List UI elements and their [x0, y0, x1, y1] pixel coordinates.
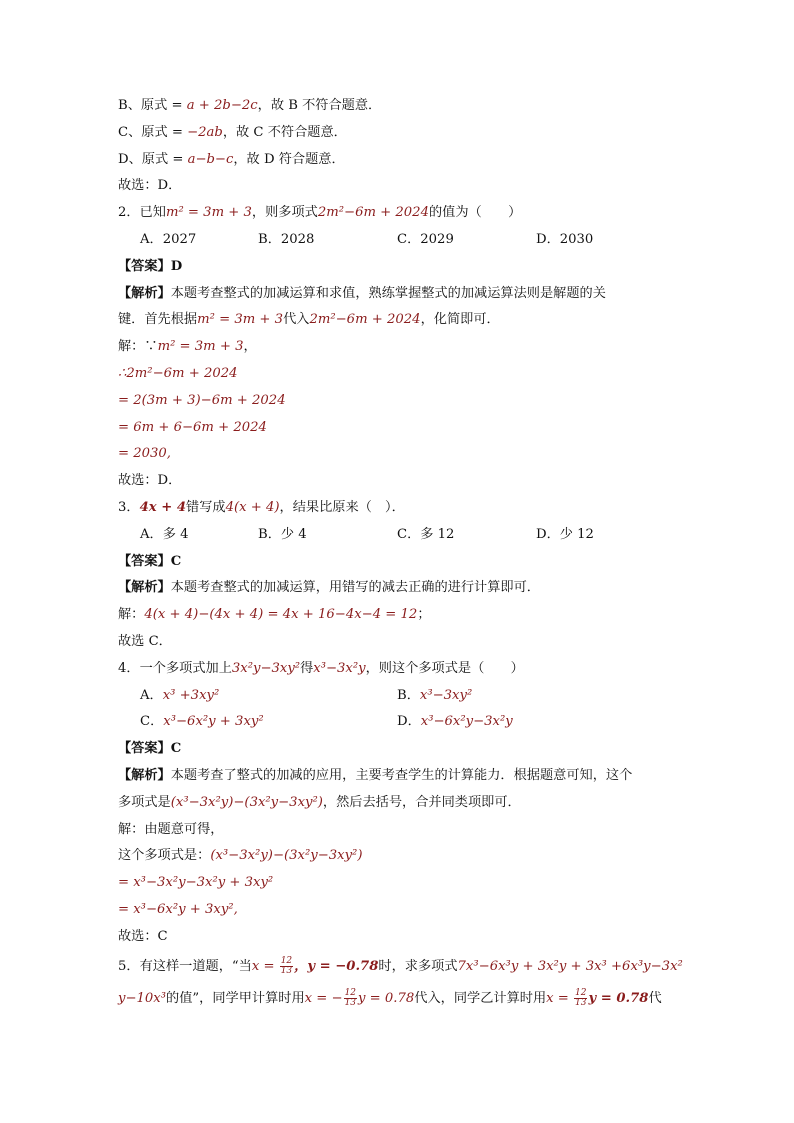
q5-stem-2	[118, 983, 678, 1015]
q2-analysis-tag: 【解析】	[118, 285, 171, 301]
q3-sol-tail: ；	[417, 607, 431, 623]
q4-solution-3: = x³−3x²y−3x²y + 3xy²	[118, 875, 274, 891]
q2-solution-2: = 2(3m + 3)−6m + 2024	[118, 392, 286, 408]
q4-option-b-label: B．	[397, 687, 420, 703]
q4-option-c-label: C．	[140, 714, 164, 730]
q5-line2-b: 代入，同学乙计算时用	[414, 990, 547, 1006]
q2-stem-b: ，则多项式	[251, 205, 318, 221]
q4-sol-2a: 这个多项式是：	[118, 848, 211, 864]
q5-frac3-num: 12	[575, 987, 587, 998]
q4-option-d-label: D．	[397, 714, 421, 730]
q2-option-b: B．2028	[258, 231, 315, 247]
q3-stem-c: ，结果比原来（ ）．	[279, 499, 405, 515]
q2-option-c: C．2029	[397, 231, 454, 247]
q4-stem-c: ，则这个多项式是（ ）	[365, 660, 524, 676]
q5-frac-num: 12	[280, 955, 293, 966]
q2-solution-3: = 6m + 6−6m + 2024	[118, 419, 267, 435]
q4-analysis-2	[118, 790, 678, 817]
q2-analysis-1	[118, 281, 678, 308]
q2-solution-0	[118, 334, 678, 361]
q1-c-tail: ，故 C 不符合题意．	[222, 124, 347, 140]
q5-frac2-num: 12	[344, 987, 357, 998]
q4-analysis-2a: 多项式是	[118, 794, 171, 810]
q4-option-c	[140, 709, 264, 736]
q5-fraction	[280, 957, 293, 976]
q2-sol-label: 解：∵	[118, 339, 158, 355]
q4-analysis-math: (x³−3x²y)−(3x²y−3xy²)	[170, 794, 323, 810]
q1-b-tail: ，故 B 不符合题意．	[257, 98, 382, 113]
q5-stem-1	[118, 951, 683, 983]
q3-analysis	[118, 575, 678, 602]
q1-d-label: D、原式 =	[118, 151, 188, 167]
q3-options	[118, 522, 678, 549]
q2-stem-math-2: 2m²−6m + 2024	[317, 205, 429, 221]
q4-option-d	[397, 709, 513, 736]
q4-analysis-2b: ，然后去括号，合并同类项即可．	[322, 794, 521, 810]
q2-options	[118, 227, 678, 254]
q4-stem-math-2: x³−3x²y	[313, 660, 366, 676]
q5-x-label: x =	[251, 958, 279, 974]
q4-solution-4: = x³−6x²y + 3xy²,	[118, 901, 238, 917]
q2-analysis-2a: 键．首先根据	[118, 312, 198, 328]
q3-option-a: A．多 4	[140, 526, 189, 542]
q4-stem-math-1: 3x²y−3xy²	[231, 660, 301, 676]
q3-analysis-tag: 【解析】	[118, 580, 171, 596]
q2-analysis-text-1: 本题考查整式的加减运算和求值，熟练掌握整式的加减运算法则是解题的关	[170, 285, 606, 301]
q4-choice: 故选：C	[118, 928, 168, 944]
q4-stem-a: 4．一个多项式加上	[118, 660, 232, 676]
q4-solution-1: 解：由题意可得，	[118, 821, 224, 837]
q4-option-a-label: A．	[140, 687, 163, 703]
q2-option-a: A．2027	[140, 231, 197, 247]
q5-frac-den: 13	[280, 965, 293, 976]
q5-stem-math-1: ，y = −0.78	[294, 958, 379, 974]
q3-stem-math-1: 4x + 4	[139, 499, 187, 515]
q2-analysis-2	[118, 307, 678, 334]
q2-analysis-math-2: 2m²−6m + 2024	[309, 312, 421, 328]
q5-line2-math-1: y−10x³	[118, 990, 167, 1006]
q4-answer: 【答案】C	[118, 741, 182, 757]
q2-answer: 【答案】D	[118, 258, 183, 274]
q1-option-b-analysis	[118, 93, 678, 120]
q2-stem-math-1: m² = 3m + 3	[165, 205, 252, 221]
q5-fraction-2	[344, 989, 357, 1008]
q5-line2-a: 的值”，同学甲计算时用	[166, 990, 305, 1006]
q3-stem-b: 错写成	[186, 499, 226, 515]
q1-c-math: −2ab	[187, 124, 223, 140]
q3-option-b: B．少 4	[258, 526, 307, 542]
q5-stem-b: 时，求多项式	[378, 958, 458, 974]
q4-stem-b: 得	[300, 660, 314, 676]
q3-option-c: C．多 12	[397, 526, 455, 542]
q4-analysis-tag: 【解析】	[118, 767, 171, 783]
q2-analysis-2b: 代入	[283, 312, 310, 328]
q4-option-a	[140, 683, 219, 710]
q1-c-label: C、原式 =	[118, 124, 188, 140]
q1-b-math: a + 2b−2c	[186, 98, 258, 113]
q4-option-a-math: x³ +3xy²	[162, 687, 220, 703]
q5-frac3-den: 13	[575, 997, 587, 1008]
q2-analysis-math-1: m² = 3m + 3	[197, 312, 284, 328]
q5-stem-a: 5．有这样一道题，“当	[118, 958, 252, 974]
q4-option-b	[397, 683, 472, 710]
q2-choice: 故选：D．	[118, 473, 182, 489]
q3-option-d: D．少 12	[536, 526, 594, 542]
q3-solution	[118, 602, 678, 629]
q3-sol-math: 4(x + 4)−(4x + 4) = 4x + 16−4x−4 = 12	[144, 607, 418, 623]
q2-sol-math-0: m² = 3m + 3	[157, 339, 244, 355]
q3-stem-a: 3．	[118, 499, 140, 515]
q5-frac2-den: 13	[344, 997, 357, 1008]
q5-fraction-3	[574, 989, 587, 1008]
q2-sol-tail: ，	[243, 339, 257, 355]
q3-sol-label: 解：	[118, 607, 145, 623]
q3-analysis-text: 本题考查整式的加减运算，用错写的减去正确的进行计算即可．	[170, 580, 540, 596]
q5-line2-x2: x =	[546, 990, 574, 1006]
q2-stem-c: 的值为（ ）	[428, 205, 522, 221]
document-page	[118, 93, 683, 1015]
q4-option-d-math: x³−6x²y−3x²y	[420, 714, 513, 730]
q4-analysis-text-1: 本题考查了整式的加减的应用，主要考查学生的计算能力．根据题意可知，这个	[170, 767, 633, 783]
q3-answer: 【答案】C	[118, 553, 182, 569]
q5-stem-math-2: 7x³−6x³y + 3x²y + 3x³ +6x³y−3x²	[457, 958, 683, 974]
q3-stem-math-2: 4(x + 4)	[225, 499, 280, 515]
q5-line2-x1: x = −	[304, 990, 343, 1006]
q4-options-row-2	[118, 709, 678, 736]
q4-analysis-1	[118, 763, 678, 790]
q4-sol-2-math: (x³−3x²y)−(3x²y−3xy²)	[210, 848, 363, 864]
q4-option-c-math: x³−6x²y + 3xy²	[163, 714, 264, 730]
q1-option-d-analysis	[118, 147, 678, 174]
q3-stem	[118, 495, 678, 522]
q5-line2-c: 代	[648, 990, 662, 1006]
q1-option-c-analysis	[118, 120, 678, 147]
q2-solution-1: ∴2m²−6m + 2024	[118, 365, 238, 381]
q5-line2-math-3: y = 0.78	[588, 990, 649, 1006]
q2-solution-4: = 2030,	[118, 446, 171, 462]
q1-d-math: a−b−c	[187, 151, 234, 167]
q1-choice: 故选：D．	[118, 178, 182, 194]
q1-d-tail: ，故 D 符合题意．	[233, 151, 345, 167]
q2-stem	[118, 200, 678, 227]
q4-option-b-math: x³−3xy²	[419, 687, 473, 703]
q4-options-row-1	[118, 683, 678, 710]
q4-solution-2	[118, 843, 678, 870]
q2-analysis-2c: ，化简即可．	[420, 312, 500, 328]
q5-line2-math-2: y = 0.78	[358, 990, 415, 1006]
q3-choice: 故选 C．	[118, 633, 172, 649]
q1-b-label: B、原式 =	[118, 98, 187, 113]
q4-stem	[118, 656, 678, 683]
q2-stem-a: 2．已知	[118, 205, 166, 221]
q2-option-d: D．2030	[536, 231, 594, 247]
